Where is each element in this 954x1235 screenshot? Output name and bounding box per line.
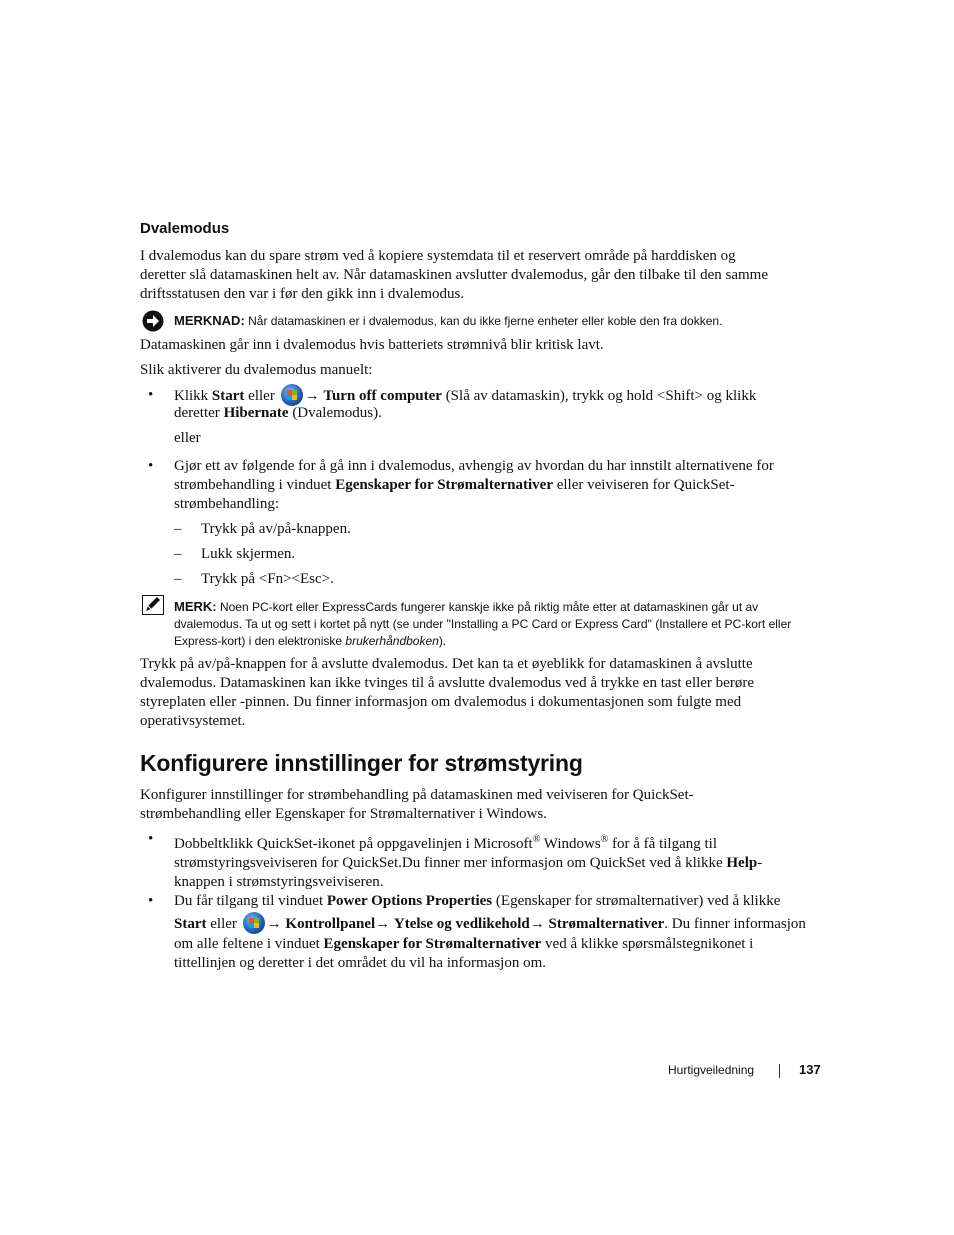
control-panel-label: Kontrollpanel bbox=[285, 916, 376, 932]
text-line: driftsstatusen den var i før den gikk inn i dvalemodus. bbox=[140, 286, 465, 302]
text: (Slå av datamaskin), trykk og hold <Shift> og klikk bbox=[441, 388, 757, 404]
dash-marker: – bbox=[174, 571, 182, 587]
properties-window-label: Egenskaper for Strømalternativer bbox=[323, 936, 542, 952]
bullet-dot: • bbox=[148, 893, 154, 909]
registered-mark: ® bbox=[600, 834, 609, 845]
bullet-item-quickset bbox=[174, 830, 762, 892]
text: ved å klikke spørsmålstegnikonet i bbox=[541, 936, 754, 952]
text-line bbox=[174, 935, 806, 954]
text-line: strømbehandling eller Egenskaper for Strømalternativer i Windows. bbox=[140, 806, 547, 822]
section2-intro bbox=[140, 786, 694, 824]
text: eller bbox=[244, 388, 279, 404]
text: . Du finner informasjon bbox=[664, 916, 806, 932]
dash-item: Lukk skjermen. bbox=[201, 546, 296, 562]
text-line bbox=[174, 404, 756, 423]
dash-marker: – bbox=[174, 521, 182, 537]
windows-start-icon bbox=[281, 384, 303, 406]
text: strømbehandling i vinduet bbox=[174, 477, 336, 493]
bullet-item-power-options bbox=[174, 892, 806, 973]
text-line: dvalemodus. Datamaskinen kan ikke tvinges til å avslutte dvalemodus ved å trykke en tast eller berøre bbox=[140, 675, 754, 691]
arrow-text: → bbox=[266, 916, 286, 932]
start-label: Start bbox=[211, 388, 245, 404]
hibernate-label: Hibernate bbox=[223, 405, 289, 421]
bullet-dot: • bbox=[148, 458, 154, 474]
text-line bbox=[174, 830, 762, 854]
text: Windows bbox=[540, 836, 601, 852]
help-label: Help bbox=[726, 855, 758, 871]
text: (Egenskaper for strømalternativer) ved å klikke bbox=[492, 893, 781, 909]
text-line: strømbehandling: bbox=[174, 496, 279, 512]
text: eller veiviseren for QuickSet- bbox=[552, 477, 735, 493]
bullet-dot: • bbox=[148, 387, 154, 403]
text-line: knappen i strømstyringsveiviseren. bbox=[174, 874, 384, 890]
registered-mark: ® bbox=[532, 834, 541, 845]
power-label: Strømalternativer bbox=[548, 916, 665, 932]
text: (Dvalemodus). bbox=[288, 405, 382, 421]
text-line bbox=[174, 633, 791, 650]
text-line bbox=[174, 384, 756, 406]
text-line: operativsystemet. bbox=[140, 713, 246, 729]
closing-paragraph bbox=[140, 655, 754, 731]
manual-paragraph: Slik aktiverer du dvalemodus manuelt: bbox=[140, 362, 373, 378]
text-line: tittellinjen og deretter i det området du vil ha informasjon om. bbox=[174, 955, 546, 971]
text: Noen PC-kort eller ExpressCards fungerer kanskje ikke på riktig måte etter at datamaskinen går ut av bbox=[216, 600, 759, 614]
dash-marker: – bbox=[174, 546, 182, 562]
notice-body: Når datamaskinen er i dvalemodus, kan du ikke fjerne enheter eller koble den fra dokken. bbox=[244, 314, 723, 328]
notice-label: MERKNAD: bbox=[174, 313, 245, 328]
text: for å få tilgang til bbox=[608, 836, 717, 852]
arrow-text: → bbox=[529, 916, 549, 932]
note-label: MERK: bbox=[174, 599, 217, 614]
battery-paragraph: Datamaskinen går inn i dvalemodus hvis batteriets strømnivå blir kritisk lavt. bbox=[140, 337, 604, 353]
text: deretter bbox=[174, 405, 224, 421]
note-text bbox=[174, 598, 791, 650]
bullet-item-options bbox=[174, 457, 774, 514]
start-label: Start bbox=[174, 916, 207, 932]
text-line: dvalemodus. Ta ut og sett i kortet på nytt (se under "Installing a PC Card or Express Card" (Installere et PC-kort eller bbox=[174, 617, 792, 631]
performance-label: Ytelse og vedlikehold bbox=[393, 916, 530, 932]
user-guide-title: brukerhåndboken bbox=[345, 634, 439, 648]
text: - bbox=[757, 855, 763, 871]
bullet-item-hibernate bbox=[174, 384, 756, 423]
power-options-window-label: Egenskaper for Strømalternativer bbox=[335, 477, 553, 493]
text-line bbox=[174, 598, 791, 616]
arrow-text: → bbox=[375, 916, 394, 932]
page-number: 137 bbox=[799, 1062, 821, 1077]
section-heading-dvalemodus: Dvalemodus bbox=[140, 220, 230, 237]
intro-paragraph bbox=[140, 247, 768, 304]
text-line bbox=[174, 854, 762, 873]
section-heading-power: Konfigurere innstillinger for strømstyring bbox=[140, 750, 583, 776]
text: Express-kort) i den elektroniske bbox=[174, 634, 346, 648]
power-options-label: Power Options Properties bbox=[326, 893, 493, 909]
text: ). bbox=[438, 634, 447, 648]
text: eller bbox=[206, 916, 241, 932]
dash-item: Trykk på <Fn><Esc>. bbox=[201, 571, 334, 587]
notice-text bbox=[174, 312, 722, 330]
text-line bbox=[174, 912, 806, 934]
bullet-dot: • bbox=[148, 831, 154, 847]
footer-divider bbox=[779, 1064, 780, 1078]
text-line: Gjør ett av følgende for å gå inn i dvalemodus, avhengig av hvordan du har innstilt alternativene for bbox=[174, 458, 774, 474]
text: om alle feltene i vinduet bbox=[174, 936, 324, 952]
text: Klikk bbox=[174, 388, 212, 404]
text: strømstyringsveiviseren for QuickSet.Du finner mer informasjon om QuickSet ved å klikke bbox=[174, 855, 727, 871]
dash-item: Trykk på av/på-knappen. bbox=[201, 521, 351, 537]
text-line: Trykk på av/på-knappen for å avslutte dvalemodus. Det kan ta et øyeblikk for datamaskinen å avslutte bbox=[140, 656, 753, 672]
or-text: eller bbox=[174, 430, 201, 446]
text-line: deretter slå datamaskinen helt av. Når datamaskinen avslutter dvalemodus, går den tilbake til den samme bbox=[140, 267, 768, 283]
text-line: styreplaten eller -pinnen. Du finner informasjon om dvalemodus i dokumentasjonen som fulgte med bbox=[140, 694, 742, 710]
text-line bbox=[174, 892, 806, 911]
windows-start-icon bbox=[243, 912, 265, 934]
text-line: Konfigurer innstillinger for strømbehandling på datamaskinen med veiviseren for QuickSet- bbox=[140, 787, 694, 803]
text: Dobbeltklikk QuickSet-ikonet på oppgavelinjen i Microsoft bbox=[174, 836, 533, 852]
footer-label: Hurtigveiledning bbox=[668, 1063, 755, 1077]
turn-off-label: Turn off computer bbox=[323, 388, 442, 404]
note-pencil-icon bbox=[142, 595, 164, 615]
notice-arrow-icon bbox=[142, 310, 164, 332]
text-line bbox=[174, 476, 774, 495]
arrow-text: → bbox=[304, 388, 324, 404]
text: Du får tilgang til vinduet bbox=[174, 893, 327, 909]
text-line: I dvalemodus kan du spare strøm ved å kopiere systemdata til et reservert område på harddisken og bbox=[140, 248, 736, 264]
